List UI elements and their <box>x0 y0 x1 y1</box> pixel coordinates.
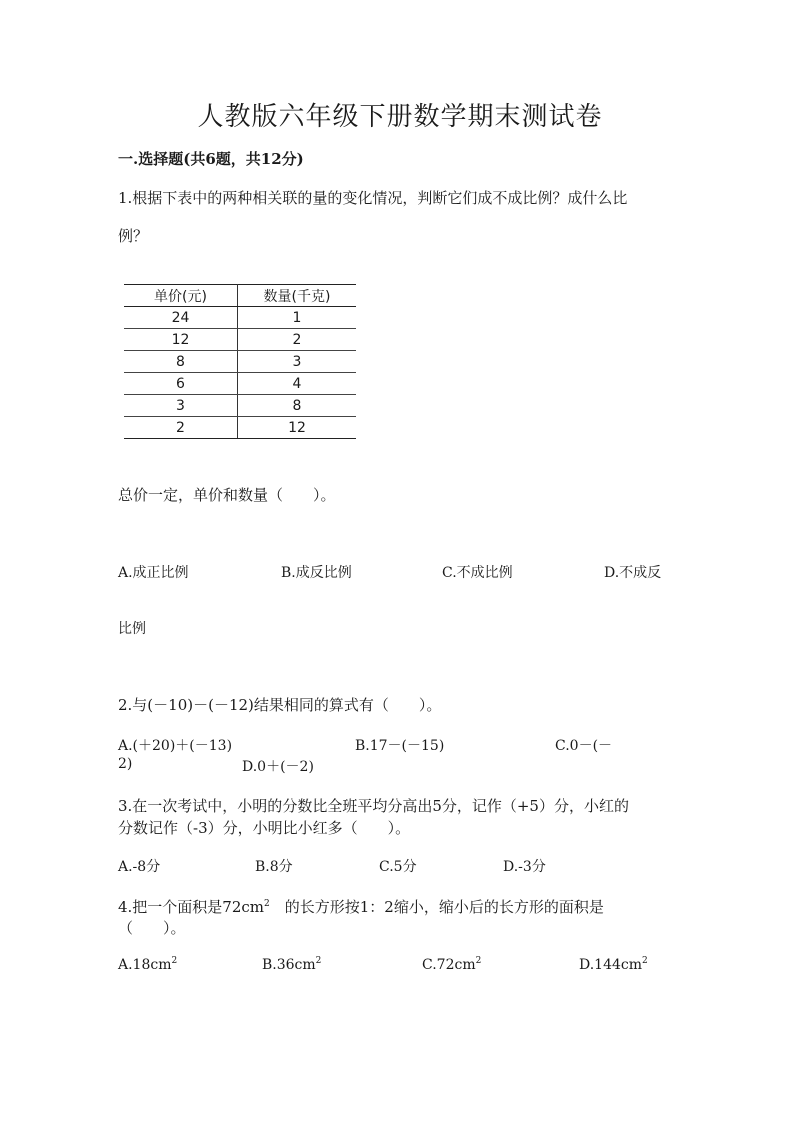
q1-option-d: D.不成反 <box>604 565 662 581</box>
price-quantity-table <box>124 284 356 439</box>
table-cell: 2 <box>238 329 357 351</box>
table-header-row <box>124 285 356 307</box>
table-row <box>124 417 356 439</box>
table-cell: 24 <box>124 307 238 329</box>
table-cell: 8 <box>238 395 357 417</box>
q2-option-c: C.0－(－ <box>555 738 613 754</box>
q4-option-a-text: A.18cm <box>118 957 172 973</box>
table-header-price: 单价(元) <box>124 285 238 307</box>
q1-text-line1: 1.根据下表中的两种相关联的量的变化情况，判断它们成不成比例？成什么比 <box>118 189 628 207</box>
q3-option-a: A.-8分 <box>118 859 161 875</box>
table-cell: 1 <box>238 307 357 329</box>
page-title: 人教版六年级下册数学期末测试卷 <box>197 102 603 132</box>
q4-option-d-sup: 2 <box>642 956 648 966</box>
table-row <box>124 329 356 351</box>
section-heading: 一.选择题(共6题，共12分) <box>118 150 304 168</box>
table-cell: 4 <box>238 373 357 395</box>
q1-option-c: C.不成比例 <box>442 565 513 581</box>
q4-option-b-text: B.36cm <box>262 957 316 973</box>
q3-text-line2: 分数记作（-3）分，小明比小红多（ ）。 <box>118 819 411 837</box>
table-cell: 3 <box>124 395 238 417</box>
q4-option-d <box>579 957 648 973</box>
q4-option-b-sup: 2 <box>315 956 322 966</box>
q1-stem: 总价一定，单价和数量（ ）。 <box>118 486 336 504</box>
q4-text-line1 <box>118 896 604 917</box>
q2-text: 2.与(－10)－(－12)结果相同的算式有（ ）。 <box>118 696 442 714</box>
q1-option-d-wrap: 比例 <box>118 621 146 637</box>
q4-text-line2: （ ）。 <box>118 919 186 937</box>
q2-option-a: A.(＋20)＋(－13) <box>118 738 233 754</box>
table-cell: 12 <box>124 329 238 351</box>
q4-option-a <box>118 957 177 973</box>
table-row <box>124 373 356 395</box>
q1-text-line2: 例？ <box>118 227 149 245</box>
table-row <box>124 395 356 417</box>
table-cell: 8 <box>124 351 238 373</box>
q2-option-b: B.17－(－15) <box>355 738 445 754</box>
q2-option-d: D.0＋(－2) <box>242 759 314 775</box>
q1-option-a: A.成正比例 <box>118 565 189 581</box>
q3-text-line1: 3.在一次考试中，小明的分数比全班平均分高出5分，记作（+5）分，小红的 <box>118 797 629 815</box>
q4-text-superscript: 2 <box>264 899 270 909</box>
table-cell: 3 <box>238 351 357 373</box>
table-cell: 2 <box>124 417 238 439</box>
table-row <box>124 351 356 373</box>
table-cell: 6 <box>124 373 238 395</box>
q4-option-c <box>422 957 481 973</box>
q4-text-part2: 的长方形按1：2缩小，缩小后的长方形的面积是 <box>269 898 604 916</box>
q3-option-c: C.5分 <box>379 859 417 875</box>
q1-option-b: B.成反比例 <box>281 565 352 581</box>
q4-option-a-sup: 2 <box>171 956 178 966</box>
q4-option-c-sup: 2 <box>475 956 482 966</box>
q3-option-b: B.8分 <box>255 859 293 875</box>
q3-option-d: D.-3分 <box>503 859 546 875</box>
q4-option-c-text: C.72cm <box>422 957 476 973</box>
table-header-quantity: 数量(千克) <box>238 285 357 307</box>
q4-option-b <box>262 957 321 973</box>
table-row <box>124 307 356 329</box>
q4-text-part1: 4.把一个面积是72cm <box>118 898 265 916</box>
q4-option-d-text: D.144cm <box>579 957 643 973</box>
table-cell: 12 <box>238 417 357 439</box>
q2-option-c-wrap: 2) <box>118 756 133 772</box>
